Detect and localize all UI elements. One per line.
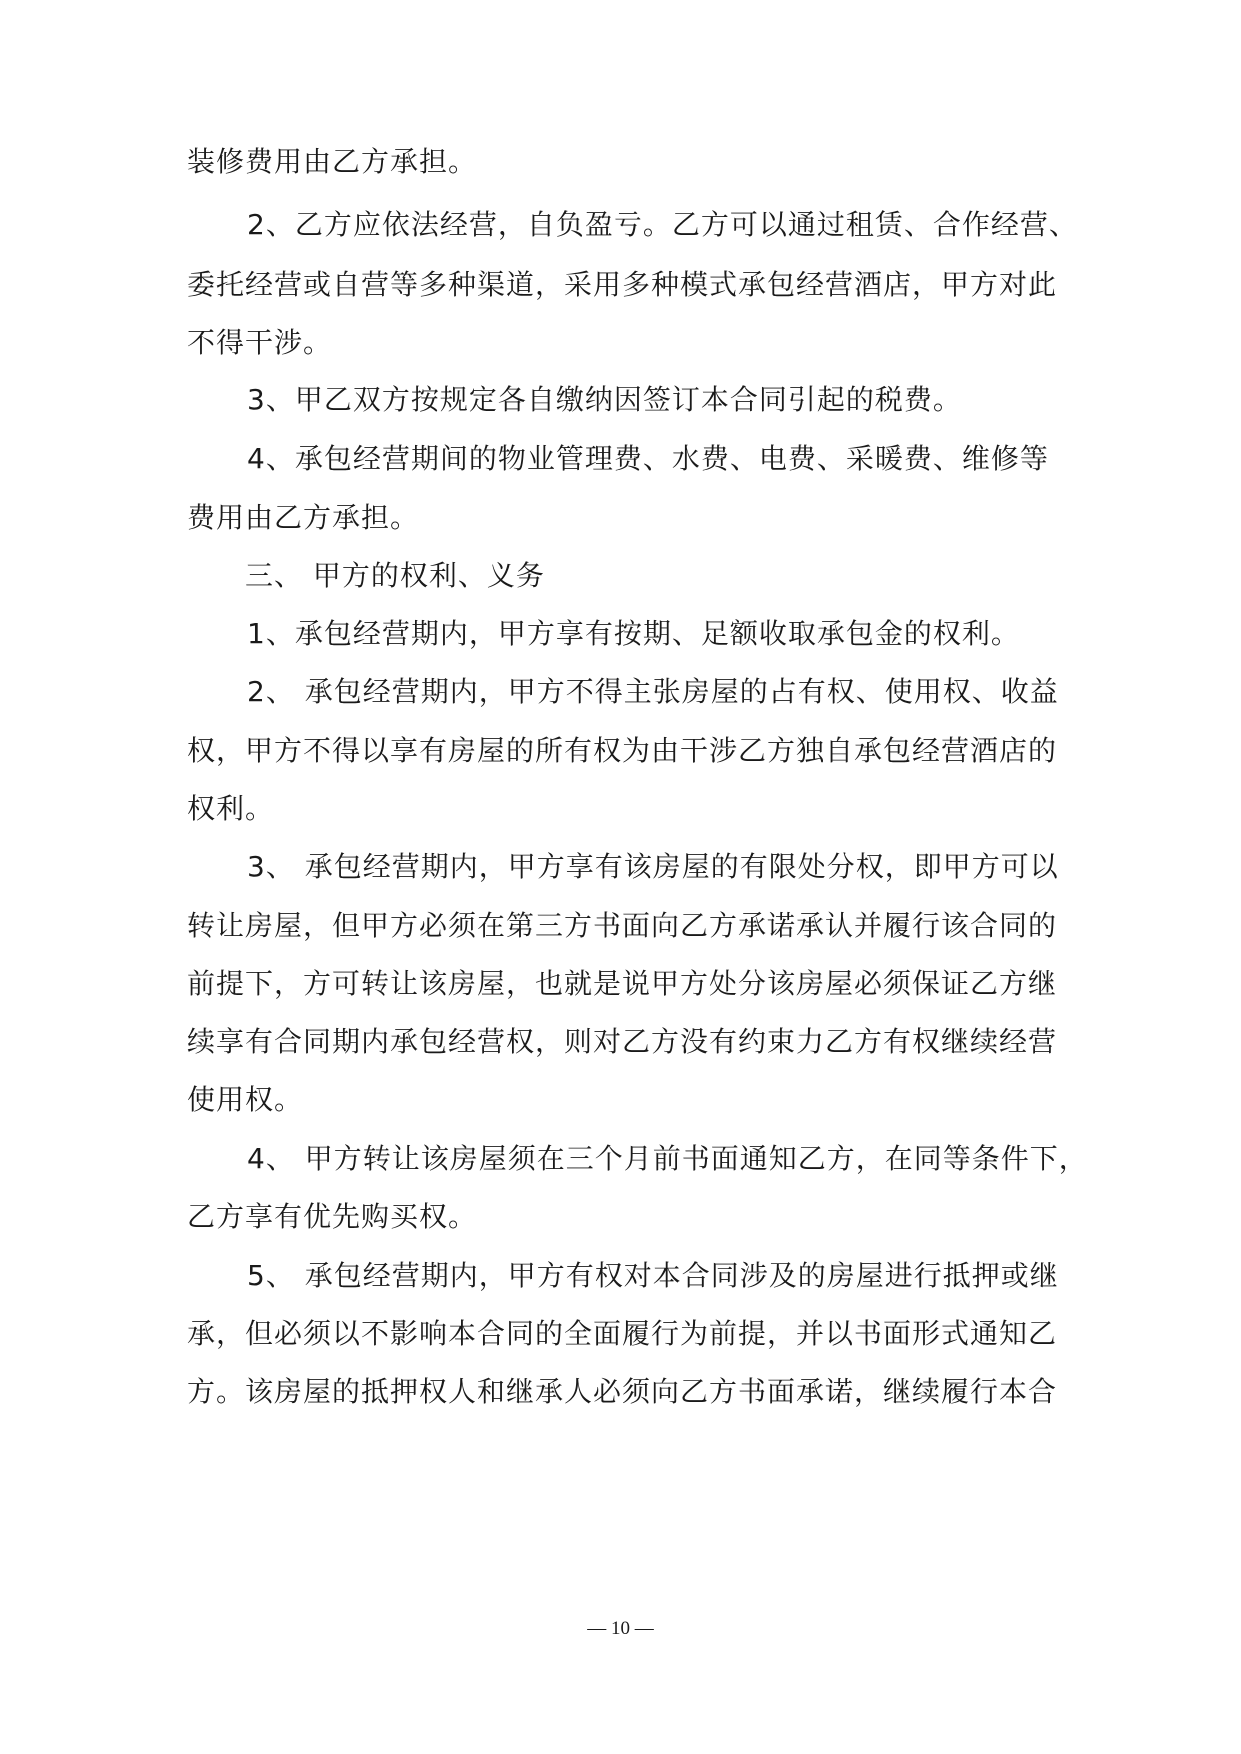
text-line: 3、 承包经营期内，甲方享有该房屋的有限处分权，即甲方可以 [247, 850, 1059, 883]
text-line: 委托经营或自营等多种渠道，采用多种模式承包经营酒店，甲方对此 [187, 268, 1058, 301]
text-line: 权利。 [187, 792, 275, 825]
text-line: 4、承包经营期间的物业管理费、水费、电费、采暖费、维修等 [247, 442, 1049, 475]
text-line: 乙方享有优先购买权。 [187, 1200, 478, 1233]
text-line: 1、承包经营期内，甲方享有按期、足额收取承包金的权利。 [247, 617, 1020, 650]
text-line: 不得干涉。 [187, 326, 333, 359]
text-line: 转让房屋，但甲方必须在第三方书面向乙方承诺承认并履行该合同的 [187, 909, 1058, 942]
text-line: 2、 承包经营期内，甲方不得主张房屋的占有权、使用权、收益 [247, 675, 1059, 708]
text-line: 使用权。 [187, 1083, 304, 1116]
text-line: 承，但必须以不影响本合同的全面履行为前提，并以书面形式通知乙 [187, 1317, 1058, 1350]
text-line: 4、 甲方转让该房屋须在三个月前书面通知乙方，在同等条件下， [247, 1142, 1088, 1175]
text-line: 装修费用由乙方承担。 [187, 145, 478, 178]
text-line: 续享有合同期内承包经营权，则对乙方没有约束力乙方有权继续经营 [187, 1025, 1058, 1058]
section-heading: 三、 甲方的权利、义务 [245, 559, 545, 592]
text-line: 前提下，方可转让该房屋，也就是说甲方处分该房屋必须保证乙方继 [187, 967, 1058, 1000]
text-line: 权，甲方不得以享有房屋的所有权为由干涉乙方独自承包经营酒店的 [187, 734, 1058, 767]
text-line: 5、 承包经营期内，甲方有权对本合同涉及的房屋进行抵押或继 [247, 1259, 1059, 1292]
text-line: 3、甲乙双方按规定各自缴纳因签订本合同引起的税费。 [247, 383, 962, 416]
text-line: 2、乙方应依法经营，自负盈亏。乙方可以通过租赁、合作经营、 [247, 208, 1078, 241]
text-line: 费用由乙方承担。 [187, 501, 420, 534]
page-number: — 10 — [587, 1618, 654, 1639]
text-line: 方。该房屋的抵押权人和继承人必须向乙方书面承诺，继续履行本合 [187, 1375, 1058, 1408]
